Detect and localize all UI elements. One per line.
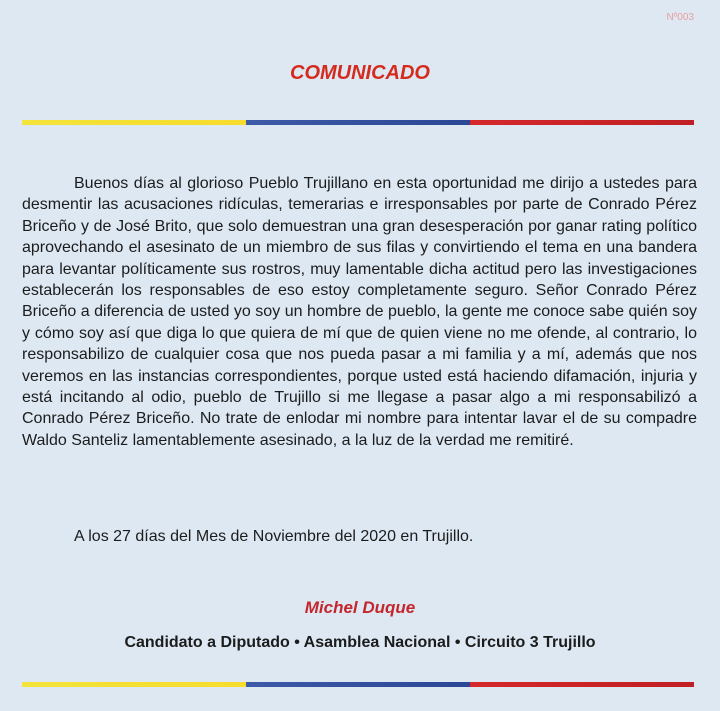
signer-name: Michel Duque [304,598,416,617]
flag-divider-top [22,120,694,125]
flag-yellow-stripe [22,120,246,125]
flag-red-stripe [470,682,694,687]
signer-role: Candidato a Diputado • Asamblea Nacional • Circuito 3 Trujillo [124,634,596,651]
date-line: A los 27 días del Mes de Noviembre del 2020 en Trujillo. [74,528,474,545]
flag-divider-bottom [22,682,694,687]
flag-blue-stripe [246,120,470,125]
flag-yellow-stripe [22,682,246,687]
document-number: Nº003 [666,12,694,23]
page-title: COMUNICADO [290,62,430,84]
flag-red-stripe [470,120,694,125]
flag-blue-stripe [246,682,470,687]
statement-body: Buenos días al glorioso Pueblo Trujillano en esta oportunidad me dirijo a ustedes para desmentir las acusaciones ridículas, temerarias e irresponsables por parte de Conrado Pérez Briceño y de José Brito, que solo demuestran una gran desesperación por ganar rating político aprovechando el asesinato de un miembro de sus filas y convirtiendo el tema en una bandera para levantar políticamente sus rostros, muy lamentable dicha actitud pero las investigaciones establecerán los responsables de eso estoy completamente seguro. Señor Conrado Pérez Briceño a diferencia de usted yo soy un hombre de pueblo, la gente me conoce sabe quién soy y cómo soy así que diga lo que quiera de mí que de quien viene no me ofende, al contrario, lo responsabilizo de cualquier cosa que nos pueda pasar a mi familia y a mí, además que nos veremos en las instancias correspondientes, porque usted está haciendo difamación, injuria y está incitando al odio, pueblo de Trujillo si me llegase a pasar algo a mi responsabilizó a Conrado Pérez Briceño. No trate de enlodar mi nombre para intentar lavar el de su compadre Waldo Santeliz lamentablemente asesinado, a la luz de la verdad me remitiré. [22,175,697,449]
